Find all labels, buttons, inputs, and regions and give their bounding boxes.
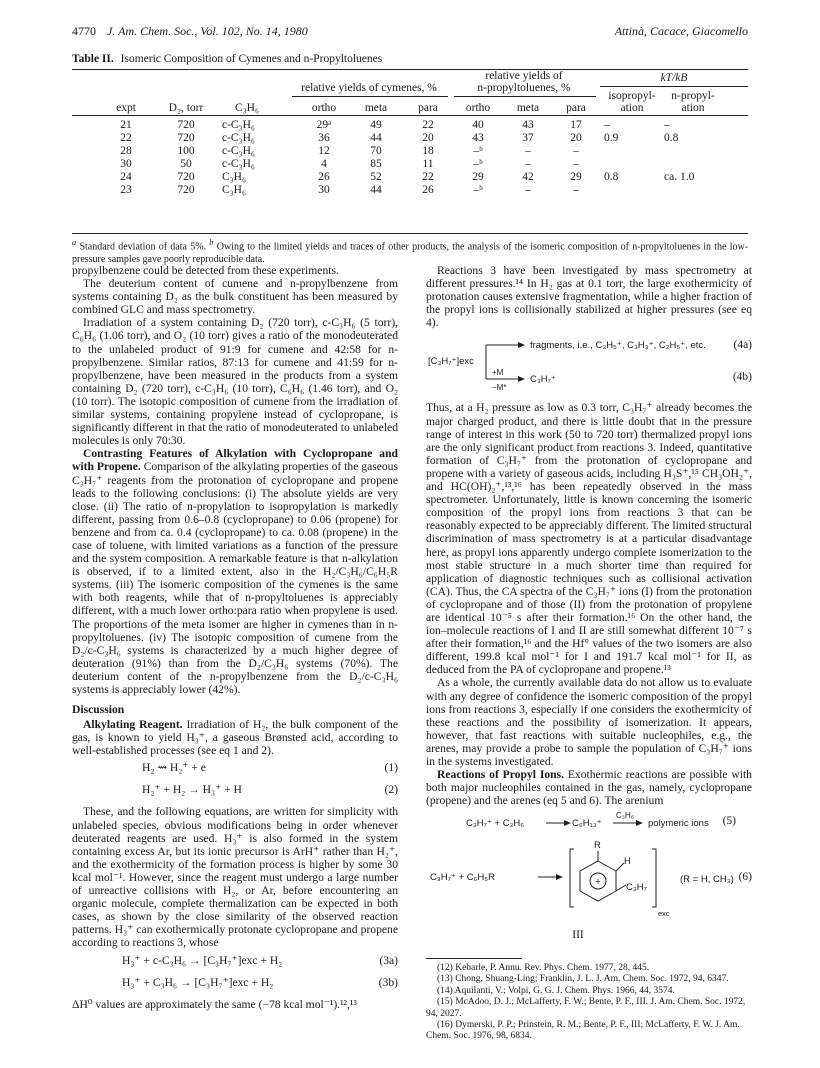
table-cell: – (573, 158, 579, 170)
table-cell: 44 (370, 184, 382, 196)
table-cell: c-C₃H₆ (222, 119, 255, 131)
column-header: para (418, 102, 438, 114)
reference-item: (16) Dymerski, P. P.; Prinstein, R. M.; Bente, P. F., III; McLafferty, F. W. J. Am. Chem. Soc. 1976, 98, 6834. (426, 1020, 740, 1042)
table-cell: 0.9 (604, 132, 619, 144)
table-cell: –ᵇ (473, 184, 483, 196)
references (426, 963, 752, 1043)
left-column (72, 264, 398, 1011)
equation-number: (4b) (732, 371, 752, 384)
eq6-reactants: C₃H₇⁺ + C₆H₅R (430, 872, 495, 884)
scheme-4-minus-m: −M* (492, 383, 507, 393)
equation-expression: H₂ ⇝ H₂⁺ + e (142, 761, 206, 775)
table-caption-text: Isomeric Composition of Cymenes and n-Propyltoluenes (120, 53, 383, 65)
equation-number: (3a) (379, 953, 398, 967)
references-rule (426, 958, 522, 959)
table-caption (72, 53, 382, 65)
paragraph (72, 718, 398, 757)
authors: Attinà, Cacace, Giacomello (614, 24, 748, 38)
reference-item: (15) McAdoo, D. J.; McLafferty, F. W.; Bente, P. F., III. J. Am. Chem. Soc. 1972, 94, 2027. (426, 997, 746, 1019)
table-cell: 720 (177, 119, 195, 131)
running-head (72, 24, 748, 40)
right-column (426, 264, 752, 942)
running-head-left (72, 24, 308, 39)
column-header: ortho (465, 102, 491, 114)
table-cell: 26 (318, 171, 330, 183)
table-cell: 26 (422, 184, 434, 196)
scheme-5-6 (426, 811, 752, 923)
table-header-rule (72, 115, 748, 116)
table-top-rule (72, 69, 748, 70)
table-cell: –ᵇ (473, 158, 483, 170)
column-header-line2: ation (620, 102, 644, 114)
table-cell: 12 (318, 145, 330, 157)
column-header: C₃H₆ (235, 102, 259, 114)
equation-3b (72, 976, 398, 994)
paragraph-text: Exothermic reactions are possible with both major nucleophiles contained in the gas, namely, cyclopropane (propene) and the arenes (eq 5 and 6). The arenium (426, 768, 752, 808)
column-header: meta (364, 102, 388, 114)
table-cell: 43 (522, 119, 534, 131)
table-cell: 30 (120, 158, 132, 170)
paragraph (72, 447, 398, 696)
footnote-b: Owing to the limited yields and traces of other products, the analysis of the isomeric composition of n-propyltoluenes in the low-pressure samples gave poorly reproducible data. (72, 241, 749, 265)
equation-number: (6) (738, 871, 752, 884)
table-cell: 43 (472, 132, 484, 144)
column-header-line2: ation (681, 102, 705, 114)
table-cell: – (604, 119, 610, 131)
equation-2 (72, 783, 398, 801)
eq5-reactants: C₃H₇⁺ + C₃H₆ (466, 818, 525, 830)
scheme-4-products-a: fragments, i.e., C₃H₅⁺, C₃H₃⁺, C₂H₅⁺, etc. (530, 340, 706, 352)
column-header: para (566, 102, 586, 114)
table-cell: 28 (120, 145, 132, 157)
table-cell: c-C₃H₆ (222, 145, 255, 157)
table-cell: C₃H₆ (222, 184, 246, 196)
run-in-heading: Reactions of Propyl Ions. (437, 768, 564, 782)
table-bottom-rule (72, 233, 748, 234)
table-cell: 0.8 (604, 171, 619, 183)
paragraph: These, and the following equations, are written for simplicity with unlabeled species, obvious modifications being in order whenever deuterated reagents are used. H₃⁺ is also formed in the system containing excess Ar, but its ionic precursor is ArH⁺ rather than H₂⁺, and the exothermicity of the formation process is higher by some 30 kcal mol⁻¹. However, since the reagent must undergo a large number of unreactive collisions with H₂, or Ar, before encountering an organic molecule, complete thermalization can be expected in both cases, as shown by the close similarity of the observed reaction patterns. H₃⁺ can exothermically protonate cyclopropane and propene according to reactions 3, whose (72, 805, 398, 950)
table-cell: – (525, 184, 531, 196)
paragraph-text: Irradiation of H₂, the bulk component of the gas, is known to yield H₃⁺, a gaseous Brønsted acid, according to well-established processes (see eq 1 and 2). (72, 718, 398, 758)
equation-number: (3b) (378, 975, 398, 989)
structure-label-iii: III (572, 929, 584, 942)
equation-expression: H₃⁺ + C₃H₆ → [C₃H₇⁺]exc + H₂ (122, 975, 274, 989)
table-cell: 37 (522, 132, 534, 144)
paragraph: Reactions 3 have been investigated by mass spectrometry at different pressures.¹⁴ In H₂ gas at 0.1 torr, the large exothermicity of protonation causes extensive fragmentation, while a higher fraction of the propyl ions is collisionally stabilized at higher pressures (see eq 4). (426, 264, 752, 330)
equation-expression: H₃⁺ + c-C₃H₆ → [C₃H₇⁺]exc + H₂ (122, 953, 283, 967)
paragraph (426, 768, 752, 807)
table-cell: 44 (370, 132, 382, 144)
table-footnotes (72, 237, 748, 266)
column-header: isopropyl- (608, 90, 656, 102)
equation-number: (4a) (733, 339, 752, 352)
table-cell: – (525, 158, 531, 170)
table-cell: 17 (570, 119, 582, 131)
table-cell: C₃H₆ (222, 171, 246, 183)
paragraph: Thus, at a H₂ pressure as low as 0.3 torr, C₃H₇⁺ already becomes the major charged product, and there is little doubt that in the pressure range of interest in this work (50 to 720 torr) thermalized propyl ions are the only significant product from reactions 3. Indeed, quantitative formation of C₃H₇⁺ from the protonation of cyclopropane and propene with a variety of gaseous acids, including H₃S⁺,¹⁵ CH₃OH₂⁺, and HC(OH)₂⁺,¹³,¹⁶ has been repeatedly observed in the mass spectrometer. Unfortunately, little is known concerning the isomeric composition of the propyl ions from reactions 3 that can be reasonably expected to be appreciably different. The limited structural discrimination of mass spectrometry is at a particular disadvantage here, as propyl ions apparently undergo complete isomerization to the most stable structure in a much shorter time than required for application of diagnostic techniques such as collisional activation (CA). Thus, the CA spectra of the C₃H₇⁺ ions (I) from the protonation of cyclopropane and of those (II) from the protonation of propylene are identical 10⁻⁵ s after their formation.¹⁶ On the other hand, the ion–molecule reactions of I and II are still somewhat different 10⁻⁷ s after their formation,¹⁶ and the Hf° values of the two isomers are also different, 199.8 kcal mol⁻¹ for I and 191.7 kcal mol⁻¹ for II, as deduced from the PA of cyclopropane and propene.¹³ (426, 401, 752, 677)
table-cell: 20 (570, 132, 582, 144)
footnote-b-label: b (209, 238, 214, 247)
reference-item: (13) Chong, Shuang-Ling; Franklin, J. L. J. Am. Chem. Soc. 1972, 94, 6347. (437, 974, 729, 985)
table-cell: 720 (177, 184, 195, 196)
column-header: expt (116, 102, 136, 114)
eq6-condition: (R = H, CH₃) (680, 874, 734, 886)
table-cell: –ᵇ (473, 145, 483, 157)
reference-item: (14) Aquilanti, V.; Volpi, G. G. J. Chem. Phys. 1966, 44, 3574. (437, 985, 675, 996)
eq5-intermediate: C₆H₁₃⁺ (572, 818, 602, 830)
scheme-4-plus-m: +M (492, 368, 504, 378)
table-label: Table II. (72, 53, 114, 65)
table-cell: 720 (177, 171, 195, 183)
table-cell: 18 (422, 145, 434, 157)
table-cell: 50 (180, 158, 192, 170)
equation-expression: H₂⁺ + H₂ → H₃⁺ + H (142, 783, 242, 797)
paragraph: Irradiation of a system containing D₂ (720 torr), c-C₃H₆ (5 torr), C₆H₆ (1.06 torr), and O₂ (10 torr) gives a ratio of the monodeuterated to the unlabeled product of 91:9 for cumene and 42:58 for n-propylbenzene. Similar ratios, 87:13 for cumene and 41:59 for n-propylbenzene, have been measured in the products from a system containing D₂ (720 torr), c-C₃H₆ (10 torr), C₆H₆ (1.46 torr), and O₂ (10 torr). The isotopic composition of cumene from the irradiation of similar systems, containing propylene instead of cyclopropane, is significantly different in that the ratio of monodeuterated to unlabeled molecules is only 70:30. (72, 316, 398, 448)
paragraph-text: Comparison of the alkylating properties of the gaseous C₃H₇⁺ reagents from the protonation of cyclopropane and propene leads to the following conclusions: (i) The absolute yields are very close. (ii) The ratio of n-propylation to isopropylation is markedly different, passing from 0.6–0.8 (cyclopropane) to 0.06 (propene) for benzene and from ca. 0.4 (cyclopropane) to ca. 0.08 (propene) in the case of toluene, with limited variations as a function of the pressure and the system composition. A remarkable feature is that n-alkylation is observed, if to a limited extent, also in the H₂/C₃H₆/C₆H₅R systems. (iii) The isomeric composition of the cymenes is the same with both reagents, while that of n-propyltoluenes is appreciably different, with a much lower ortho:para ratio when propylene is used. The proportions of the meta isomer are higher in cymenes than in n-propyltoluenes. (iv) The isotopic composition of cumene from the D₂/c-C₃H₆ systems is characterized by a much higher degree of deuteration (91%) than from the D₂/C₃H₆ systems (70%). The deuterium content of the n-propylbenzene from the D₂/c-C₃H₆ systems is appreciably lower (42%). (72, 460, 398, 696)
propyltoluenes-span-rule (454, 96, 596, 97)
group-header-cymenes: relative yields of cymenes, % (301, 82, 437, 94)
eq6-excited-label: exc (658, 909, 670, 919)
equation-3a (72, 954, 398, 972)
table-cell: 4 (321, 158, 327, 170)
reference-item: (12) Kebarle, P. Annu. Rev. Phys. Chem. 1977, 28, 445. (437, 963, 650, 973)
column-header: meta (516, 102, 540, 114)
footnote-a-label: a (72, 238, 77, 247)
table-cell: 22 (422, 119, 434, 131)
scheme-4-reactant: [C₃H₇⁺]exc (428, 356, 474, 368)
paragraph: The deuterium content of cumene and n-propylbenzene from systems containing D₂ as the bulk constituent has been measured by combined GLC and mass spectrometry. (72, 277, 398, 317)
table-cell: 42 (522, 171, 534, 183)
table-cell: c-C₃H₆ (222, 158, 255, 170)
eq6-substituent-r: R (594, 840, 601, 852)
paragraph: As a whole, the currently available data do not allow us to evaluate with any degree of confidence the isomeric composition of the propyl ions from reactions 3, especially if one considers the exothermicity of these reactions and the possibility of isomerization. It appears, however, that fast reactions with suitable nucleophiles, e.g., the arenes, may provide a probe to sample the population of C₃H₇⁺ ions in the systems investigated. (426, 676, 752, 768)
table-cell: 11 (422, 158, 434, 170)
scheme-4 (426, 335, 752, 393)
table-cell: 30 (318, 184, 330, 196)
column-header: D₂, torr (168, 102, 204, 114)
table-cell: 70 (370, 145, 382, 157)
eq6-hydrogen: H (624, 856, 631, 868)
table-cell: ca. 1.0 (664, 171, 695, 183)
paragraph: propylbenzene could be detected from these experiments. (72, 264, 339, 277)
table-cell: 21 (120, 119, 132, 131)
paragraph: ΔH⁰ values are approximately the same (−78 kcal mol⁻¹).¹²,¹³ (72, 997, 357, 1011)
equation-number: (5) (722, 815, 736, 828)
equation-1 (72, 761, 398, 779)
table-cell: c-C₃H₆ (222, 132, 255, 144)
eq5-reagent-over-arrow: C₃H₆ (616, 811, 635, 821)
table-cell: 85 (370, 158, 382, 170)
table-cell: – (573, 184, 579, 196)
column-header: ortho (311, 102, 337, 114)
page-number: 4770 (72, 24, 96, 38)
equation-number: (2) (384, 783, 398, 797)
table-cell: 36 (318, 132, 330, 144)
table-cell: 720 (177, 132, 195, 144)
group-header-propyltoluenes-line2: n-propyltoluenes, % (477, 82, 571, 94)
table-cell: 22 (422, 171, 434, 183)
table-cell: 24 (120, 171, 132, 183)
table-cell: 52 (370, 171, 382, 183)
table-cell: – (525, 145, 531, 157)
table-cell: – (664, 119, 670, 131)
kt-span-rule (600, 86, 748, 87)
eq5-product: polymeric ions (648, 818, 709, 830)
scheme-4-products-b: C₃H₇⁺ (530, 374, 556, 386)
column-header: n-propyl- (671, 90, 715, 102)
table-cell: 49 (370, 119, 382, 131)
section-heading: Discussion (72, 703, 125, 717)
run-in-heading: Contrasting Features of Alkylation with Cyclopropane and with Propene. (72, 447, 398, 474)
table-cell: 23 (120, 184, 132, 196)
table-cell: 29 (570, 171, 582, 183)
group-header-propyltoluenes-line1: relative yields of (485, 70, 563, 82)
svg-text:+: + (595, 876, 601, 887)
table-cell: 100 (177, 145, 195, 157)
equation-number: (1) (384, 761, 398, 775)
journal-citation: J. Am. Chem. Soc., Vol. 102, No. 14, 1980 (107, 24, 308, 38)
table-cell: – (573, 145, 579, 157)
table-cell: 20 (422, 132, 434, 144)
eq6-propyl: C₃H₇ (626, 882, 647, 894)
footnote-a: Standard deviation of data 5%. (79, 241, 207, 253)
group-header-kt-kb: kT/kB (660, 72, 688, 84)
table-cell: 29ᵃ (316, 119, 332, 131)
cymenes-span-rule (292, 96, 448, 97)
run-in-heading: Alkylating Reagent. (83, 718, 183, 732)
table-cell: 40 (472, 119, 484, 131)
table-cell: 0.8 (664, 132, 679, 144)
table-cell: 29 (472, 171, 484, 183)
table-cell: 22 (120, 132, 132, 144)
